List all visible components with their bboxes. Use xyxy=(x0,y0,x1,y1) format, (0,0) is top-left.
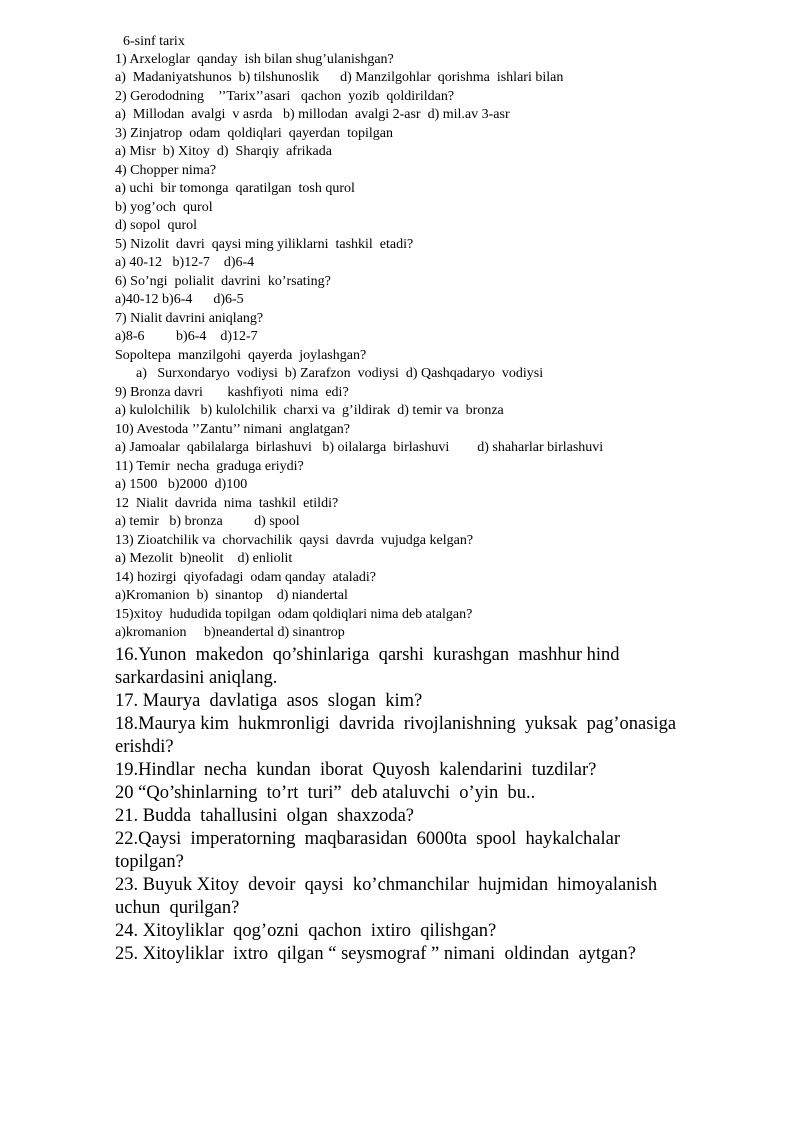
question-line: uchun qurilgan? xyxy=(115,898,240,918)
question-line: 9) Bronza davri kashfiyoti nima edi? xyxy=(115,385,349,400)
answer-line: b) yog’och qurol xyxy=(115,200,213,215)
question-line: 6) So’ngi polialit davrini ko’rsating? xyxy=(115,274,331,289)
answer-line: a) Surxondaryo vodiysi b) Zarafzon vodiysi d) Qashqadaryo vodiysi xyxy=(115,366,544,381)
question-line: 5) Nizolit davri qaysi ming yiliklarni tashkil etadi? xyxy=(115,237,414,252)
answer-line: a)40-12 b)6-4 d)6-5 xyxy=(115,292,244,307)
document-header: 6-sinf tarix xyxy=(123,34,185,49)
question-line: 23. Buyuk Xitoy devoir qaysi ko’chmanchilar hujmidan himoyalanish xyxy=(115,875,658,895)
question-line: 18.Maurya kim hukmronligi davrida rivojlanishning yuksak pag’onasiga xyxy=(115,714,677,734)
answer-line: d) sopol qurol xyxy=(115,218,198,233)
answer-line: a) uchi bir tomonga qaratilgan tosh qurol xyxy=(115,181,355,196)
question-line: 15)xitoy hududida topilgan odam qoldiqlari nima deb atalgan? xyxy=(115,607,473,622)
answer-line: a)kromanion b)neandertal d) sinantrop xyxy=(115,625,345,640)
answer-line: a) Madaniyatshunos b) tilshunoslik d) Manzilgohlar qorishma ishlari bilan xyxy=(115,70,564,85)
question-line: 17. Maurya davlatiga asos slogan kim? xyxy=(115,691,423,711)
answer-line: a) 1500 b)2000 d)100 xyxy=(115,477,248,492)
question-line: 1) Arxeloglar qanday ish bilan shug’ulanishgan? xyxy=(115,52,394,67)
question-line: 20 “Qo’shinlarning to’rt turi” deb ataluvchi o’yin bu.. xyxy=(115,783,536,803)
answer-line: a) kulolchilik b) kulolchilik charxi va g’ildirak d) temir va bronza xyxy=(115,403,504,418)
question-line: 13) Zioatchilik va chorvachilik qaysi davrda vujudga kelgan? xyxy=(115,533,474,548)
answer-line: a) Jamoalar qabilalarga birlashuvi b) oilalarga birlashuvi d) shaharlar birlashuvi xyxy=(115,440,604,455)
question-line: sarkardasini aniqlang. xyxy=(115,668,278,688)
question-line: 22.Qaysi imperatorning maqbarasidan 6000ta spool haykalchalar xyxy=(115,829,621,849)
answer-line: a)Kromanion b) sinantop d) niandertal xyxy=(115,588,348,603)
question-line: 25. Xitoyliklar ixtro qilgan “ seysmograf ” nimani oldindan aytgan? xyxy=(115,944,636,964)
question-line: 4) Chopper nima? xyxy=(115,163,217,178)
question-line: 14) hozirgi qiyofadagi odam qanday ataladi? xyxy=(115,570,376,585)
question-line: 10) Avestoda ’’Zantu’’ nimani anglatgan? xyxy=(115,422,350,437)
question-line: 24. Xitoyliklar qog’ozni qachon ixtiro qilishgan? xyxy=(115,921,497,941)
question-line: 16.Yunon makedon qo’shinlariga qarshi kurashgan mashhur hind xyxy=(115,645,620,665)
question-line: topilgan? xyxy=(115,852,184,872)
question-line: 3) Zinjatrop odam qoldiqlari qayerdan topilgan xyxy=(115,126,393,141)
answer-line: a) Millodan avalgi v asrda b) millodan avalgi 2-asr d) mil.av 3-asr xyxy=(115,107,510,122)
answer-line: a) Mezolit b)neolit d) enliolit xyxy=(115,551,293,566)
answer-line: a) Misr b) Xitoy d) Sharqiy afrikada xyxy=(115,144,332,159)
answer-line: a) 40-12 b)12-7 d)6-4 xyxy=(115,255,255,270)
question-line: 12 Nialit davrida nima tashkil etildi? xyxy=(115,496,339,511)
question-line: 21. Budda tahallusini olgan shaxzoda? xyxy=(115,806,415,826)
question-line: 19.Hindlar necha kundan iborat Quyosh kalendarini tuzdilar? xyxy=(115,760,597,780)
answer-line: a) temir b) bronza d) spool xyxy=(115,514,300,529)
answer-line: a)8-6 b)6-4 d)12-7 xyxy=(115,329,258,344)
question-line: Sopoltepa manzilgohi qayerda joylashgan? xyxy=(115,348,367,363)
question-line: 2) Gerododning ’’Tarix’’asari qachon yozib qoldirildan? xyxy=(115,89,455,104)
question-line: 11) Temir necha graduga eriydi? xyxy=(115,459,304,474)
question-line: 7) Nialit davrini aniqlang? xyxy=(115,311,264,326)
question-line: erishdi? xyxy=(115,737,174,757)
